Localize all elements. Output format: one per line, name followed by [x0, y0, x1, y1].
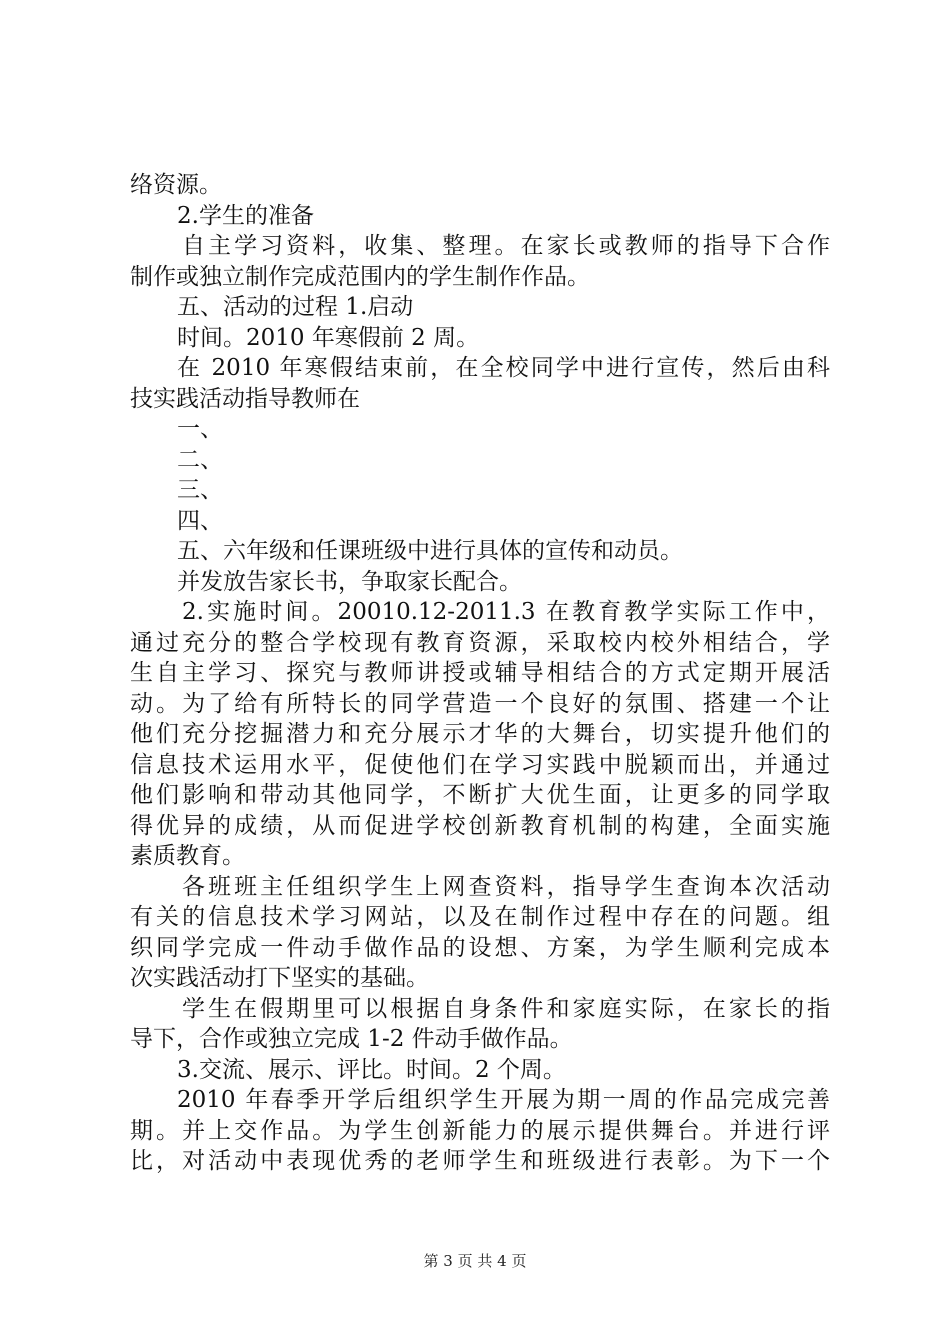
text-line: 动。为了给有所特长的同学营造一个良好的氛围、搭建一个让 — [130, 690, 830, 717]
text-line: 自主学习资料，收集、整理。在家长或教师的指导下合作 — [182, 233, 830, 259]
text-line: 在 2010 年寒假结束前，在全校同学中进行宣传，然后由科 — [177, 355, 830, 381]
text-line: 各班班主任组织学生上网查资料，指导学生查询本次活动 — [182, 873, 830, 900]
text-line: 三、 — [177, 477, 223, 503]
text-line: 次实践活动打下坚实的基础。 — [130, 965, 429, 991]
text-line: 得优异的成绩，从而促进学校创新教育机制的构建，全面实施 — [130, 812, 830, 839]
text-line: 二、 — [177, 446, 223, 473]
text-line: 技实践活动指导教师在 — [130, 385, 360, 412]
text-line: 导下，合作或独立完成 1-2 件动手做作品。 — [130, 1026, 573, 1052]
text-line: 他们充分挖掘潜力和充分展示才华的大舞台，切实提升他们的 — [130, 721, 830, 747]
text-line: 五、六年级和任课班级中进行具体的宣传和动员。 — [177, 538, 683, 564]
text-line: 一、 — [177, 416, 223, 442]
text-line: 生自主学习、探究与教师讲授或辅导相结合的方式定期开展活 — [130, 660, 830, 686]
text-line: 素质教育。 — [130, 843, 245, 869]
text-line: 并发放告家长书，争取家长配合。 — [177, 568, 522, 595]
document-body — [130, 170, 830, 1177]
text-line: 通过充分的整合学校现有教育资源，采取校内校外相结合，学 — [130, 629, 830, 656]
text-line: 信息技术运用水平，促使他们在学习实践中脱颖而出，并通过 — [130, 751, 830, 778]
text-line: 比，对活动中表现优秀的老师学生和班级进行表彰。为下一个 — [130, 1148, 830, 1174]
text-line: 络资源。 — [130, 172, 222, 198]
text-line: 五、活动的过程 1.启动 — [177, 294, 414, 320]
text-line: 时间。2010 年寒假前 2 周。 — [177, 324, 480, 351]
text-line: 四、 — [177, 507, 223, 534]
text-line: 学生在假期里可以根据自身条件和家庭实际，在家长的指 — [182, 995, 830, 1022]
text-line: 制作或独立制作完成范围内的学生制作作品。 — [130, 263, 590, 290]
text-line: 3.交流、展示、评比。时间。2 个周。 — [177, 1056, 566, 1083]
text-line: 期。并上交作品。为学生创新能力的展示提供舞台。并进行评 — [130, 1117, 830, 1144]
text-line: 他们影响和带动其他同学，不断扩大优生面，让更多的同学取 — [130, 782, 830, 808]
text-line: 2.学生的准备 — [177, 202, 314, 229]
text-line: 有关的信息技术学习网站，以及在制作过程中存在的问题。组 — [130, 904, 830, 930]
text-line: 2010 年春季开学后组织学生开展为期一周的作品完成完善 — [177, 1087, 830, 1113]
text-line: 织同学完成一件动手做作品的设想、方案，为学生顺利完成本 — [130, 934, 830, 961]
text-line: 2.实施时间。20010.12-2011.3 在教育教学实际工作中， — [182, 599, 830, 625]
page-number-footer: 第 3 页 共 4 页 — [423, 1252, 527, 1270]
